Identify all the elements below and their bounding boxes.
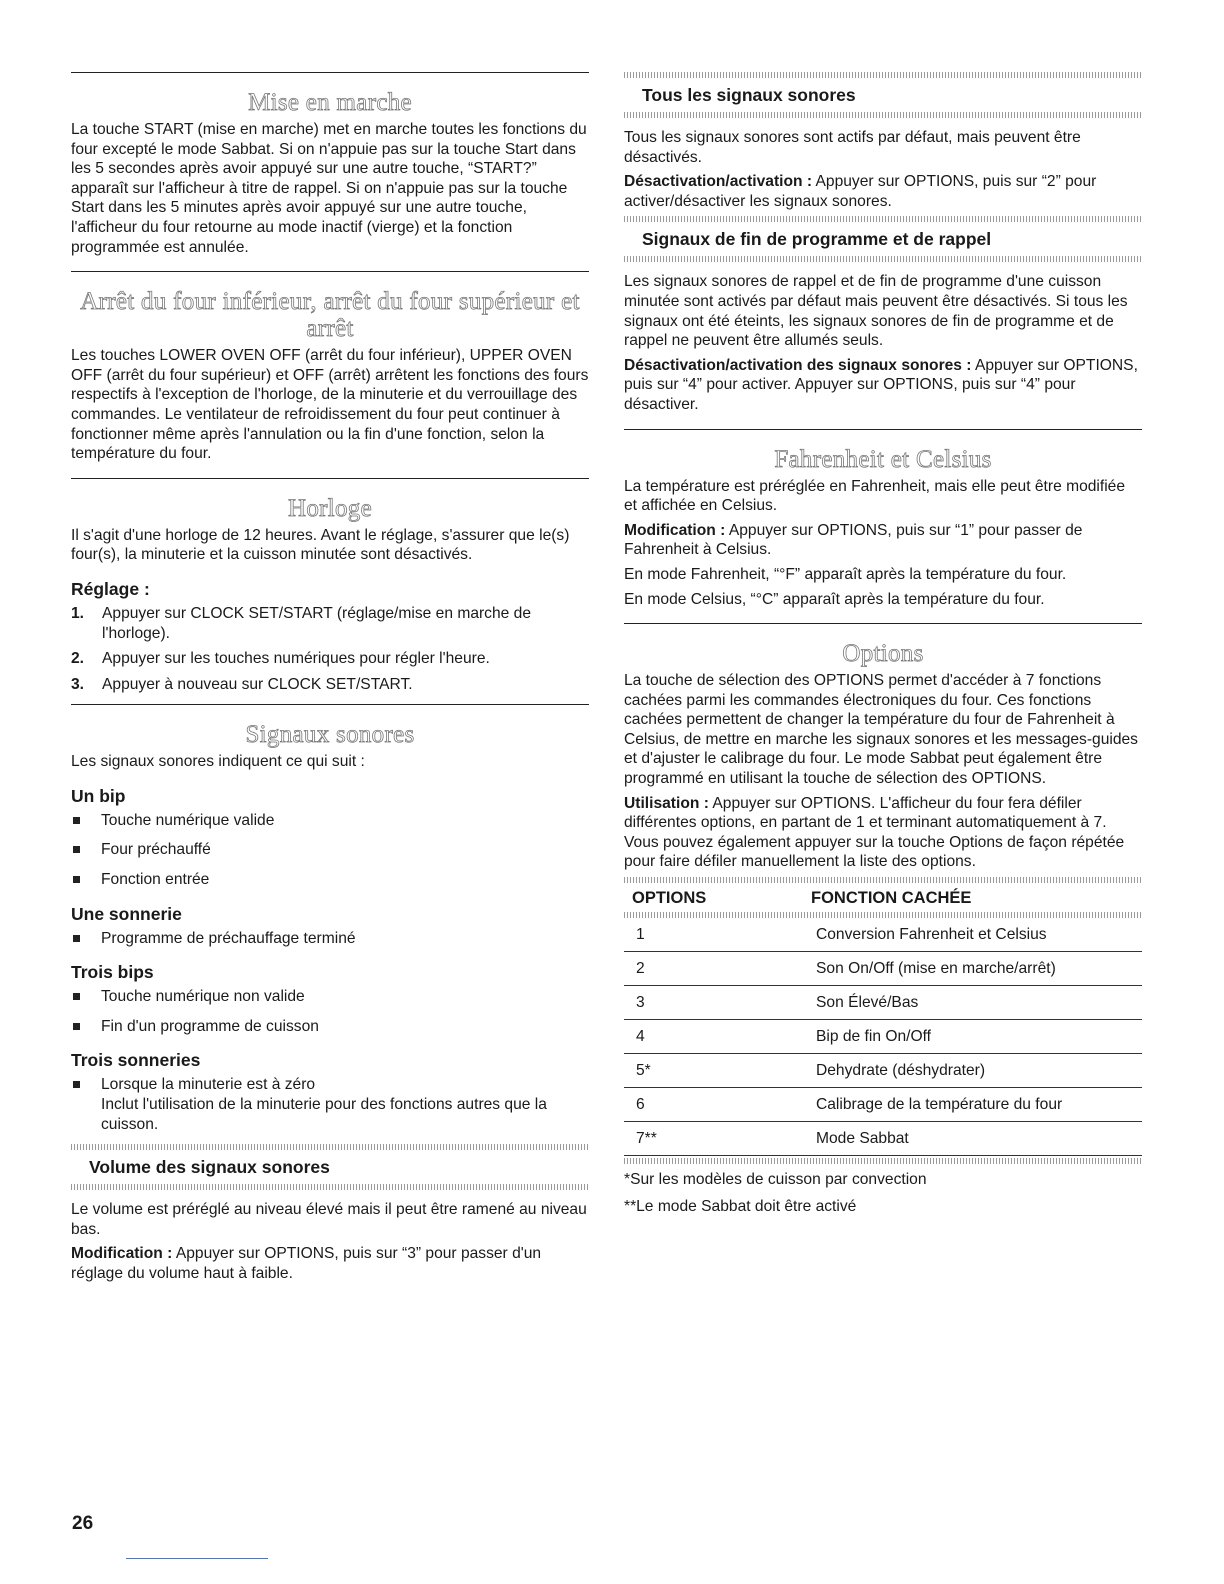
section-title-mise-en-marche: Mise en marche — [71, 72, 589, 116]
section-title-arret: Arrêt du four inférieur, arrêt du four supérieur et arrêt — [71, 271, 589, 342]
activation-label: Désactivation/activation des signaux sonores : — [624, 356, 972, 374]
hatch-divider — [624, 877, 1142, 883]
bullet-list — [71, 929, 589, 949]
hatch-divider — [71, 1184, 589, 1190]
signaux-intro: Les signaux sonores indiquent ce qui suit : — [71, 753, 365, 771]
activation-label: Désactivation/activation : — [624, 173, 813, 191]
table-cell-function: Dehydrate (déshydrater) — [803, 1054, 1142, 1088]
section-title-fahrenheit-celsius: Fahrenheit et Celsius — [624, 429, 1142, 473]
volume-body: Le volume est préréglé au niveau élevé mais il peut être ramené au niveau bas. — [71, 1201, 587, 1238]
table-cell-option: 5* — [624, 1054, 803, 1088]
hatch-divider — [624, 256, 1142, 262]
subsection-title-tous: Tous les signaux sonores — [642, 85, 856, 105]
page-number: 26 — [72, 1513, 94, 1534]
step-item — [71, 604, 589, 643]
table-row — [624, 918, 1142, 952]
tous-body: Tous les signaux sonores sont actifs par défaut, mais peuvent être désactivés. — [624, 129, 1081, 166]
horloge-body: Il s'agit d'une horloge de 12 heures. Avant le réglage, s'assurer que le(s) four(s), la minuterie et la cuisson minutée sont désactivés. — [71, 526, 570, 564]
celsius-line: En mode Celsius, “°C” apparaît après la température du four. — [624, 590, 1045, 608]
step-item — [71, 675, 589, 695]
activation-text: Appuyer sur OPTIONS, puis sur “2” pour activer/désactiver les signaux sonores. — [624, 173, 1097, 210]
group-heading-une-sonnerie: Une sonnerie — [71, 903, 182, 924]
table-row — [624, 1122, 1142, 1156]
table-cell-function: Conversion Fahrenheit et Celsius — [803, 918, 1142, 952]
bullet-list — [71, 811, 589, 890]
table-cell-option: 7** — [624, 1122, 803, 1156]
group-heading-un-bip: Un bip — [71, 785, 126, 806]
modification-text: Appuyer sur OPTIONS, puis sur “1” pour passer de Fahrenheit à Celsius. — [624, 521, 1083, 559]
table-header-fonction: FONCTION CACHÉE — [811, 889, 972, 908]
volume-modification — [71, 1244, 589, 1283]
fin-body: Les signaux sonores de rappel et de fin de programme d'une cuisson minutée sont activés par défaut mais peuvent être désactivés. Si tous les signaux ont été éteints, les signaux sonores de fin de programme et de rappel ne peuvent être allumés seuls. — [624, 273, 1128, 350]
table-row — [624, 986, 1142, 1020]
reglage-heading: Réglage : — [71, 578, 150, 599]
list-item — [71, 870, 589, 890]
modification-label: Modification : — [71, 1245, 173, 1263]
list-item-content — [101, 1075, 589, 1134]
table-row — [624, 1020, 1142, 1054]
section-title-signaux-sonores: Signaux sonores — [71, 704, 589, 748]
bullet-list — [71, 987, 589, 1036]
step-number: 2. — [71, 650, 85, 668]
options-table — [624, 886, 1142, 1156]
table-cell-option: 1 — [624, 918, 803, 952]
fahrenheit-modification — [624, 521, 1142, 560]
section-title-horloge: Horloge — [71, 478, 589, 522]
table-row — [624, 952, 1142, 986]
subsection-bar-fin — [624, 216, 1142, 262]
reglage-steps — [71, 604, 589, 694]
subsection-title-volume: Volume des signaux sonores — [89, 1157, 330, 1178]
fin-activation — [624, 356, 1142, 415]
list-item — [71, 987, 589, 1007]
list-item-text: Four préchauffé — [101, 841, 211, 859]
step-item — [71, 649, 589, 669]
footnote-convection: *Sur les modèles de cuisson par convection — [624, 1171, 927, 1189]
step-text: Appuyer sur CLOCK SET/START (réglage/mise en marche de l'horloge). — [102, 604, 532, 642]
options-utilisation — [624, 794, 1142, 872]
arret-body: Les touches LOWER OVEN OFF (arrêt du four inférieur), UPPER OVEN OFF (arrêt du four supérieur) et OFF (arrêt) arrêtent les fonctions des fours respectifs à l'exception de l'horloge, de la minuterie et du verrouillage des commandes. Le ventilateur de refroidissement du four peut continuer à fonctionner même après l'annulation ou la fin d'une fonction, selon la température du four. — [71, 347, 589, 463]
list-item-text: Touche numérique valide — [101, 811, 275, 829]
group-heading-trois-bips: Trois bips — [71, 962, 154, 983]
footer-rule — [126, 1558, 268, 1559]
utilisation-text: Appuyer sur OPTIONS. L'afficheur du four fera défiler différentes options, en partant de 1 et terminant automatiquement à 7. Vous pouvez également appuyer sur la touche Options de façon répétée pour faire défiler manuellement la liste des options. — [624, 794, 1125, 871]
list-item-text: Lorsque la minuterie est à zéro — [101, 1076, 316, 1094]
list-item — [71, 1017, 589, 1037]
subsection-title-fin: Signaux de fin de programme et de rappel — [642, 229, 992, 250]
tous-activation — [624, 172, 1142, 211]
table-cell-function: Mode Sabbat — [803, 1122, 1142, 1156]
modification-label: Modification : — [624, 521, 726, 539]
mise-en-marche-body: La touche START (mise en marche) met en marche toutes les fonctions du four excepté le mode Sabbat. Si on n'appuie pas sur la touche Start dans les 5 secondes après avoir appuyé sur une autre touche, “START?” apparaît sur l'afficheur à titre de rappel. Si on n'appuie pas sur la touche Start dans les 5 minutes après avoir appuyé sur une autre touche, l'afficheur du four retourne au mode inactif (vierge) et la fonction programmée est annulée. — [71, 121, 587, 256]
fahrenheit-body: La température est préréglée en Fahrenheit, mais elle peut être modifiée et affichée en Celsius. — [624, 477, 1126, 515]
activation-text: Appuyer sur OPTIONS, puis sur “4” pour activer. Appuyer sur OPTIONS, puis sur “4” pour désactiver. — [624, 356, 1138, 413]
table-cell-option: 2 — [624, 952, 803, 986]
subsection-bar-volume — [71, 1144, 589, 1190]
table-header-row — [624, 886, 1142, 912]
table-header-options: OPTIONS — [632, 889, 707, 908]
table-cell-option: 4 — [624, 1020, 803, 1054]
group-heading-trois-sonneries: Trois sonneries — [71, 1050, 201, 1071]
table-cell-option: 6 — [624, 1088, 803, 1122]
list-item-text: Touche numérique non valide — [101, 988, 305, 1006]
square-bullet-icon — [71, 811, 101, 831]
table-row — [624, 1054, 1142, 1088]
right-column — [624, 72, 1142, 1223]
square-bullet-icon — [71, 840, 101, 860]
bullet-list — [71, 1075, 589, 1134]
list-item-text: Fonction entrée — [101, 871, 210, 889]
step-number: 1. — [71, 604, 85, 622]
utilisation-label: Utilisation : — [624, 794, 709, 812]
square-bullet-icon — [71, 929, 101, 949]
step-text: Appuyer sur les touches numériques pour régler l'heure. — [102, 650, 490, 668]
square-bullet-icon — [71, 870, 101, 890]
fahrenheit-line: En mode Fahrenheit, “°F” apparaît après la température du four. — [624, 565, 1067, 583]
list-item-note: Inclut l'utilisation de la minuterie pour des fonctions autres que la cuisson. — [101, 1096, 547, 1133]
square-bullet-icon — [71, 1075, 101, 1134]
table-cell-function: Bip de fin On/Off — [803, 1020, 1142, 1054]
modification-text: Appuyer sur OPTIONS, puis sur “3” pour passer d'un réglage du volume haut à faible. — [71, 1245, 542, 1282]
list-item — [71, 1075, 589, 1134]
footnote-sabbat: **Le mode Sabbat doit être activé — [624, 1197, 857, 1215]
options-body: La touche de sélection des OPTIONS permet d'accéder à 7 fonctions cachées parmi les commandes électroniques du four. Ces fonctions cachées permettent de changer la température du four de Fahrenheit à Celsius, de mettre en marche les signaux sonores et les messages-guides et d'ajuster le calibrage du four. Le mode Sabbat peut également être programmé en utilisant la touche de sélection des OPTIONS. — [624, 672, 1138, 788]
section-title-options: Options — [624, 623, 1142, 667]
list-item-text: Fin d'un programme de cuisson — [101, 1017, 319, 1035]
hatch-divider — [624, 1158, 1142, 1164]
table-cell-function: Son On/Off (mise en marche/arrêt) — [803, 952, 1142, 986]
table-row — [624, 1088, 1142, 1122]
left-column — [71, 72, 589, 1289]
list-item-text: Programme de préchauffage terminé — [101, 929, 356, 947]
subsection-bar-tous — [624, 72, 1142, 118]
list-item — [71, 929, 589, 949]
hatch-divider — [624, 112, 1142, 118]
step-text: Appuyer à nouveau sur CLOCK SET/START. — [102, 675, 413, 693]
list-item — [71, 840, 589, 860]
table-cell-function: Son Élevé/Bas — [803, 986, 1142, 1020]
step-number: 3. — [71, 675, 85, 693]
list-item — [71, 811, 589, 831]
square-bullet-icon — [71, 1017, 101, 1037]
table-cell-function: Calibrage de la température du four — [803, 1088, 1142, 1122]
table-cell-option: 3 — [624, 986, 803, 1020]
square-bullet-icon — [71, 987, 101, 1007]
